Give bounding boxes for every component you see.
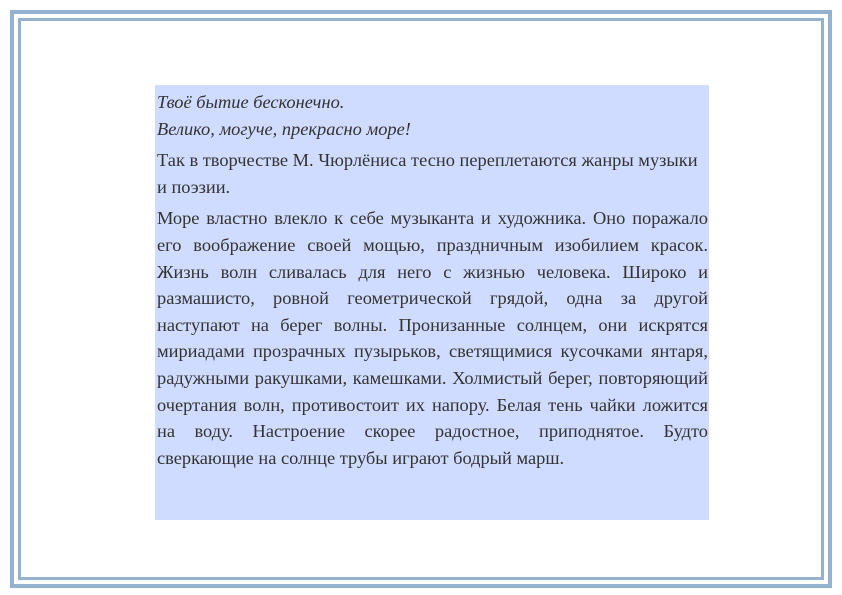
- epigraph-line-2: Велико, могуче, прекрасно море!: [157, 118, 411, 139]
- epigraph-line-1: Твоё бытие бесконечно.: [157, 92, 345, 112]
- paragraph-1: Так в творчестве М. Чюрлёниса тесно переплетаются жанры музыки и поэзии.: [157, 150, 698, 197]
- paragraph-2: Море властно влекло к себе музыканта и художника. Оно поражало его воображение своей мощью, праздничным изобилием красок. Жизнь волн сливалась для него с жизнью человека. Широко и размашисто, ровной геометрической грядой, одна за другой наступают на берег волны. Пронизанные солнцем, они искрятся мириадами прозрачных пузырьков, светящимися кусочками янтаря, радужными ракушками, камешками. Холмистый берег, повторяющий очертания волн, противостоит их напору. Белая тень чайки ложится на воду. Настроение скорее радостное, приподнятое. Будто сверкающие на солнце трубы играют бодрый марш.: [157, 208, 708, 468]
- epigraph: [157, 89, 708, 142]
- text-block: [155, 85, 709, 520]
